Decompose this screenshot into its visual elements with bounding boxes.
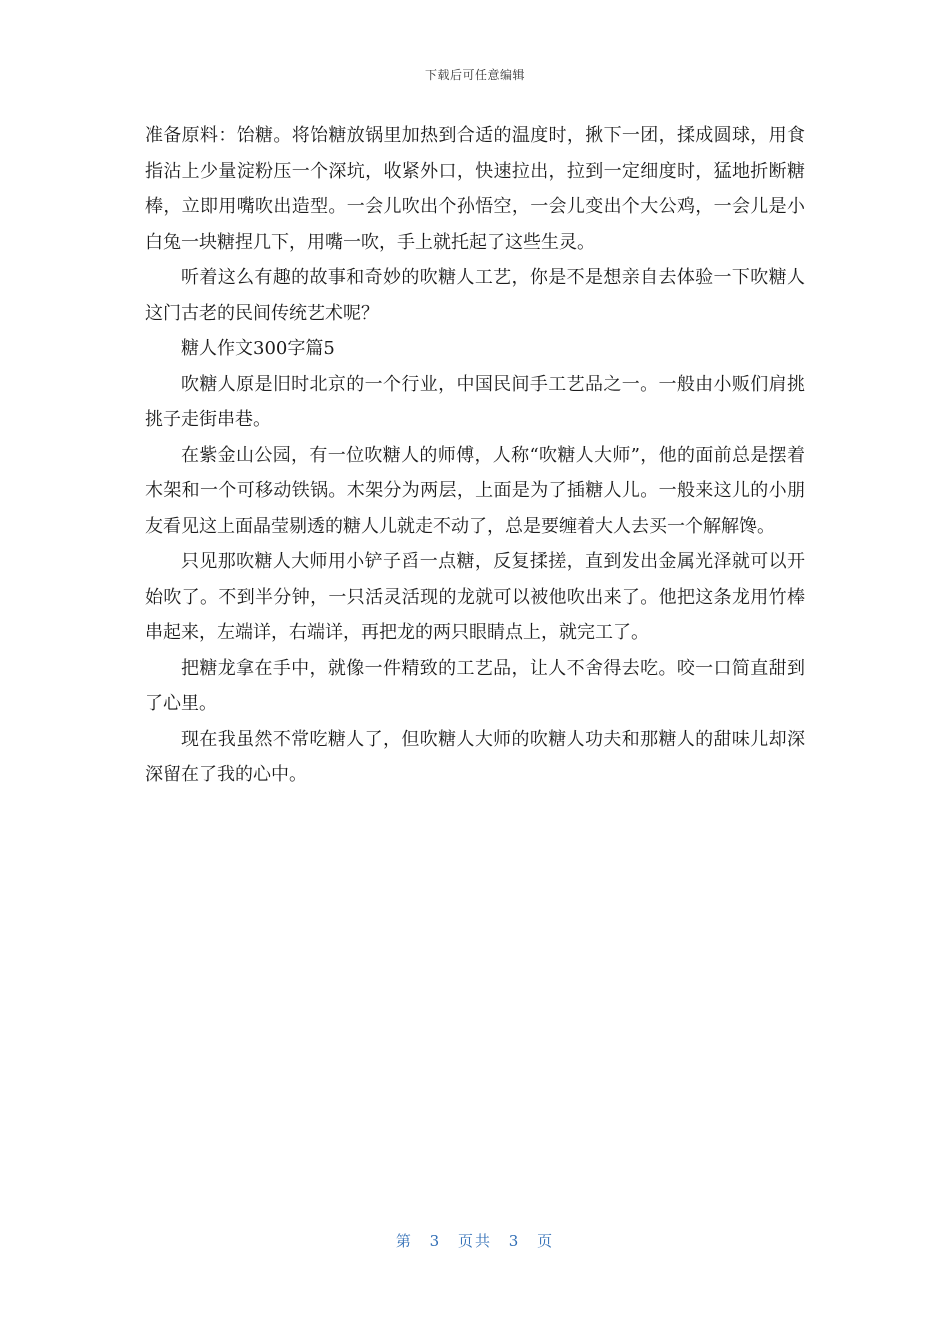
paragraph-invitation: 听着这么有趣的故事和奇妙的吹糖人工艺，你是不是想亲自去体验一下吹糖人这门古老的民间传统艺术呢？ [145, 267, 805, 324]
section-heading: 糖人作文300字篇5 [181, 338, 335, 359]
document-body [145, 118, 805, 793]
paragraph-dragon: 只见那吹糖人大师用小铲子舀一点糖，反复揉搓，直到发出金属光泽就可以开始吹了。不到半分钟，一只活灵活现的龙就可以被他吹出来了。他把这条龙用竹棒串起来，左端详，右端详，再把龙的两只眼睛点上，就完工了。 [145, 551, 805, 643]
page-header-note: 下载后可任意编辑 [424, 68, 525, 82]
paragraph-taste: 把糖龙拿在手中，就像一件精致的工艺品，让人不舍得去吃。咬一口简直甜到了心里。 [145, 657, 805, 714]
paragraph-conclusion: 现在我虽然不常吃糖人了，但吹糖人大师的吹糖人功夫和那糖人的甜味儿却深深留在了我的心中。 [145, 728, 805, 785]
paragraph-master: 在紫金山公园，有一位吹糖人的师傅，人称“吹糖人大师”，他的面前总是摆着木架和一个可移动铁锅。木架分为两层，上面是为了插糖人儿。一般来这儿的小朋友看见这上面晶莹剔透的糖人儿就走不动了，总是要缠着大人去买一个解解馋。 [145, 444, 805, 537]
paragraph-origin: 吹糖人原是旧时北京的一个行业，中国民间手工艺品之一。一般由小贩们肩挑挑子走街串巷。 [145, 373, 805, 430]
paragraph-materials: 准备原料：饴糖。将饴糖放锅里加热到合适的温度时，揪下一团，揉成圆球，用食指沾上少量淀粉压一个深坑，收紧外口，快速拉出，拉到一定细度时，猛地折断糖棒，立即用嘴吹出造型。一会儿吹出个孙悟空，一会儿变出个大公鸡，一会儿是小白兔一块糖捏几下，用嘴一吹，手上就托起了这些生灵。 [145, 125, 805, 253]
page-number-footer: 第 3 页共 3 页 [395, 1232, 555, 1250]
